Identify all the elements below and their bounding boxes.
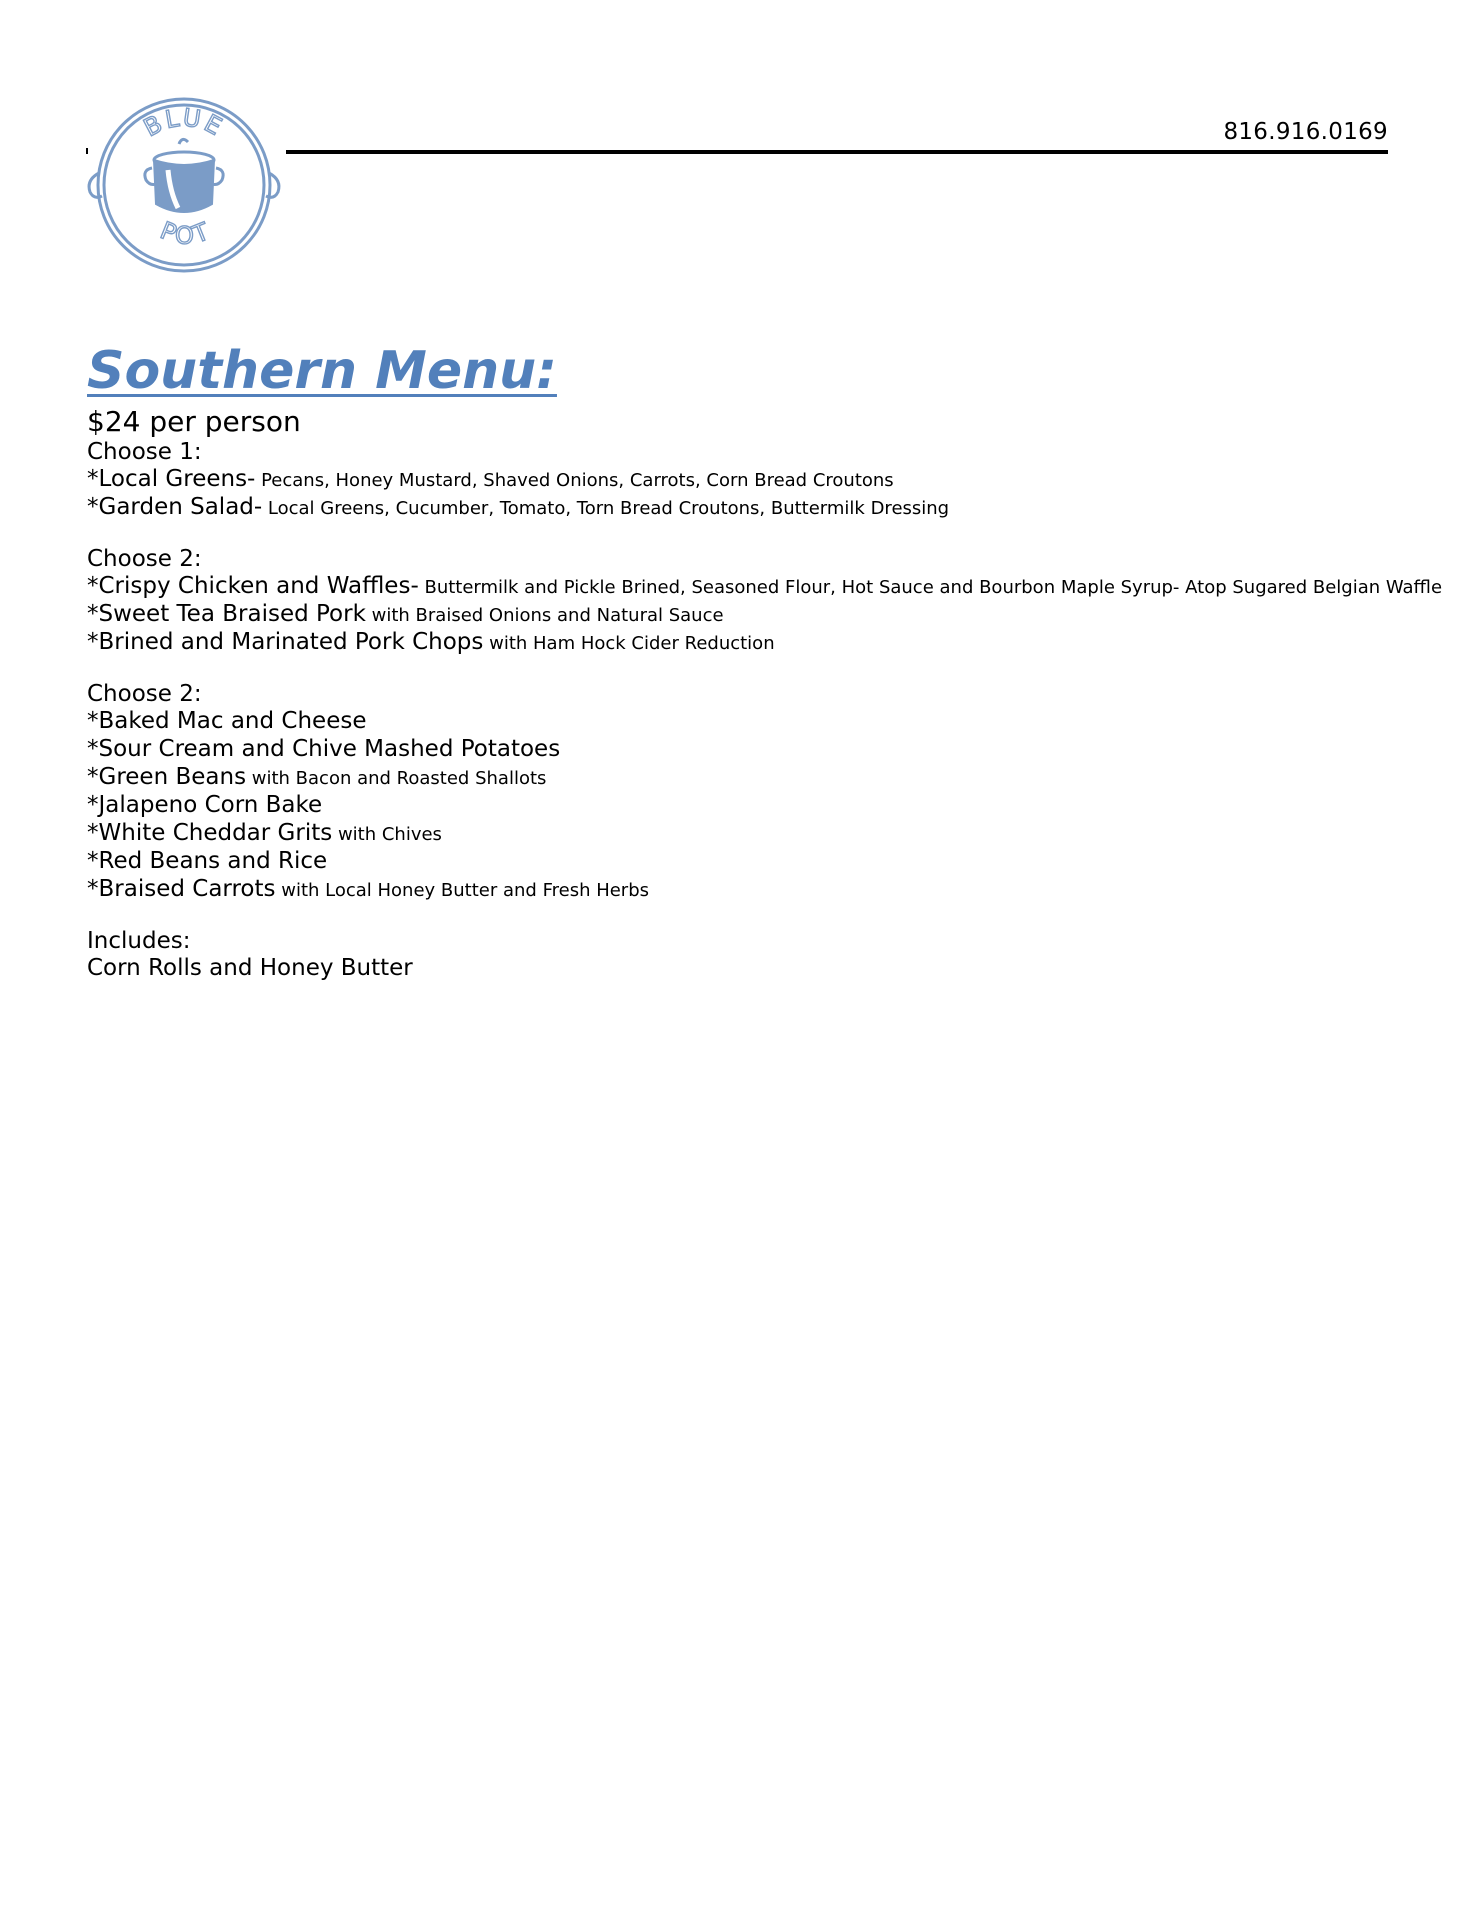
menu-price: $24 per person (87, 405, 301, 438)
menu-item-desc: Buttermilk and Pickle Brined, Seasoned Flour, Hot Sauce and Bourbon Maple Syrup- Atop Sugared Belgian Waffle (418, 577, 1443, 598)
logo-text-top: BLUE (139, 103, 229, 143)
menu-item (87, 764, 1417, 792)
menu-item-name: *Garden Salad- (87, 494, 263, 520)
menu-item (87, 955, 1417, 983)
menu-title: Southern Menu: (87, 341, 557, 401)
section-heading: Choose 1: (87, 439, 202, 465)
menu-item-desc: Pecans, Honey Mustard, Shaved Onions, Carrots, Corn Bread Croutons (255, 470, 894, 491)
menu-item (87, 848, 1417, 876)
section-heading: Includes: (87, 928, 191, 954)
menu-item (87, 601, 1417, 629)
menu-item-desc: with Local Honey Butter and Fresh Herbs (275, 880, 650, 901)
menu-item (87, 876, 1417, 904)
menu-section-starters (87, 439, 1417, 522)
menu-item-name: *Brined and Marinated Pork Chops (87, 629, 484, 655)
menu-item-name: *Red Beans and Rice (87, 848, 328, 874)
menu-item-desc: with Chives (332, 824, 442, 845)
menu-item-desc: with Braised Onions and Natural Sauce (365, 605, 724, 626)
menu-item (87, 792, 1417, 820)
menu-item-name: *Green Beans (87, 764, 247, 790)
menu-item (87, 573, 1443, 601)
logo-text-bottom: POT (156, 216, 216, 250)
menu-item-desc: Local Greens, Cucumber, Tomato, Torn Bread Croutons, Buttermilk Dressing (262, 498, 950, 519)
menu-item (87, 820, 1417, 848)
svg-text:POT (156, 216, 215, 249)
menu-item-name: *White Cheddar Grits (87, 820, 333, 846)
menu-item-name: Corn Rolls and Honey Butter (87, 955, 413, 981)
menu-section-entrees (87, 546, 1443, 657)
menu-item-desc: with Ham Hock Cider Reduction (483, 633, 775, 654)
header-rule (286, 150, 1388, 154)
menu-item-name: *Braised Carrots (87, 876, 276, 902)
menu-item-name: *Jalapeno Corn Bake (87, 792, 323, 818)
menu-item (87, 494, 1417, 522)
header-rule-tick (86, 148, 88, 154)
menu-content (87, 338, 1443, 983)
section-heading: Choose 2: (87, 681, 202, 707)
menu-item (87, 466, 1417, 494)
menu-item (87, 736, 1417, 764)
menu-item-name: *Local Greens- (87, 466, 256, 492)
blue-pot-logo (86, 96, 286, 274)
menu-item (87, 708, 1417, 736)
menu-item-name: *Sweet Tea Braised Pork (87, 601, 366, 627)
menu-section-includes (87, 928, 1417, 983)
phone-number: 816.916.0169 (1223, 119, 1388, 145)
menu-item-name: *Crispy Chicken and Waffles- (87, 573, 419, 599)
menu-item-name: *Baked Mac and Cheese (87, 708, 367, 734)
menu-item-desc: with Bacon and Roasted Shallots (246, 768, 547, 789)
menu-item-name: *Sour Cream and Chive Mashed Potatoes (87, 736, 561, 762)
menu-section-sides (87, 681, 1417, 904)
section-heading: Choose 2: (87, 546, 202, 572)
menu-item (87, 629, 1417, 657)
svg-text:BLUE (139, 103, 229, 142)
